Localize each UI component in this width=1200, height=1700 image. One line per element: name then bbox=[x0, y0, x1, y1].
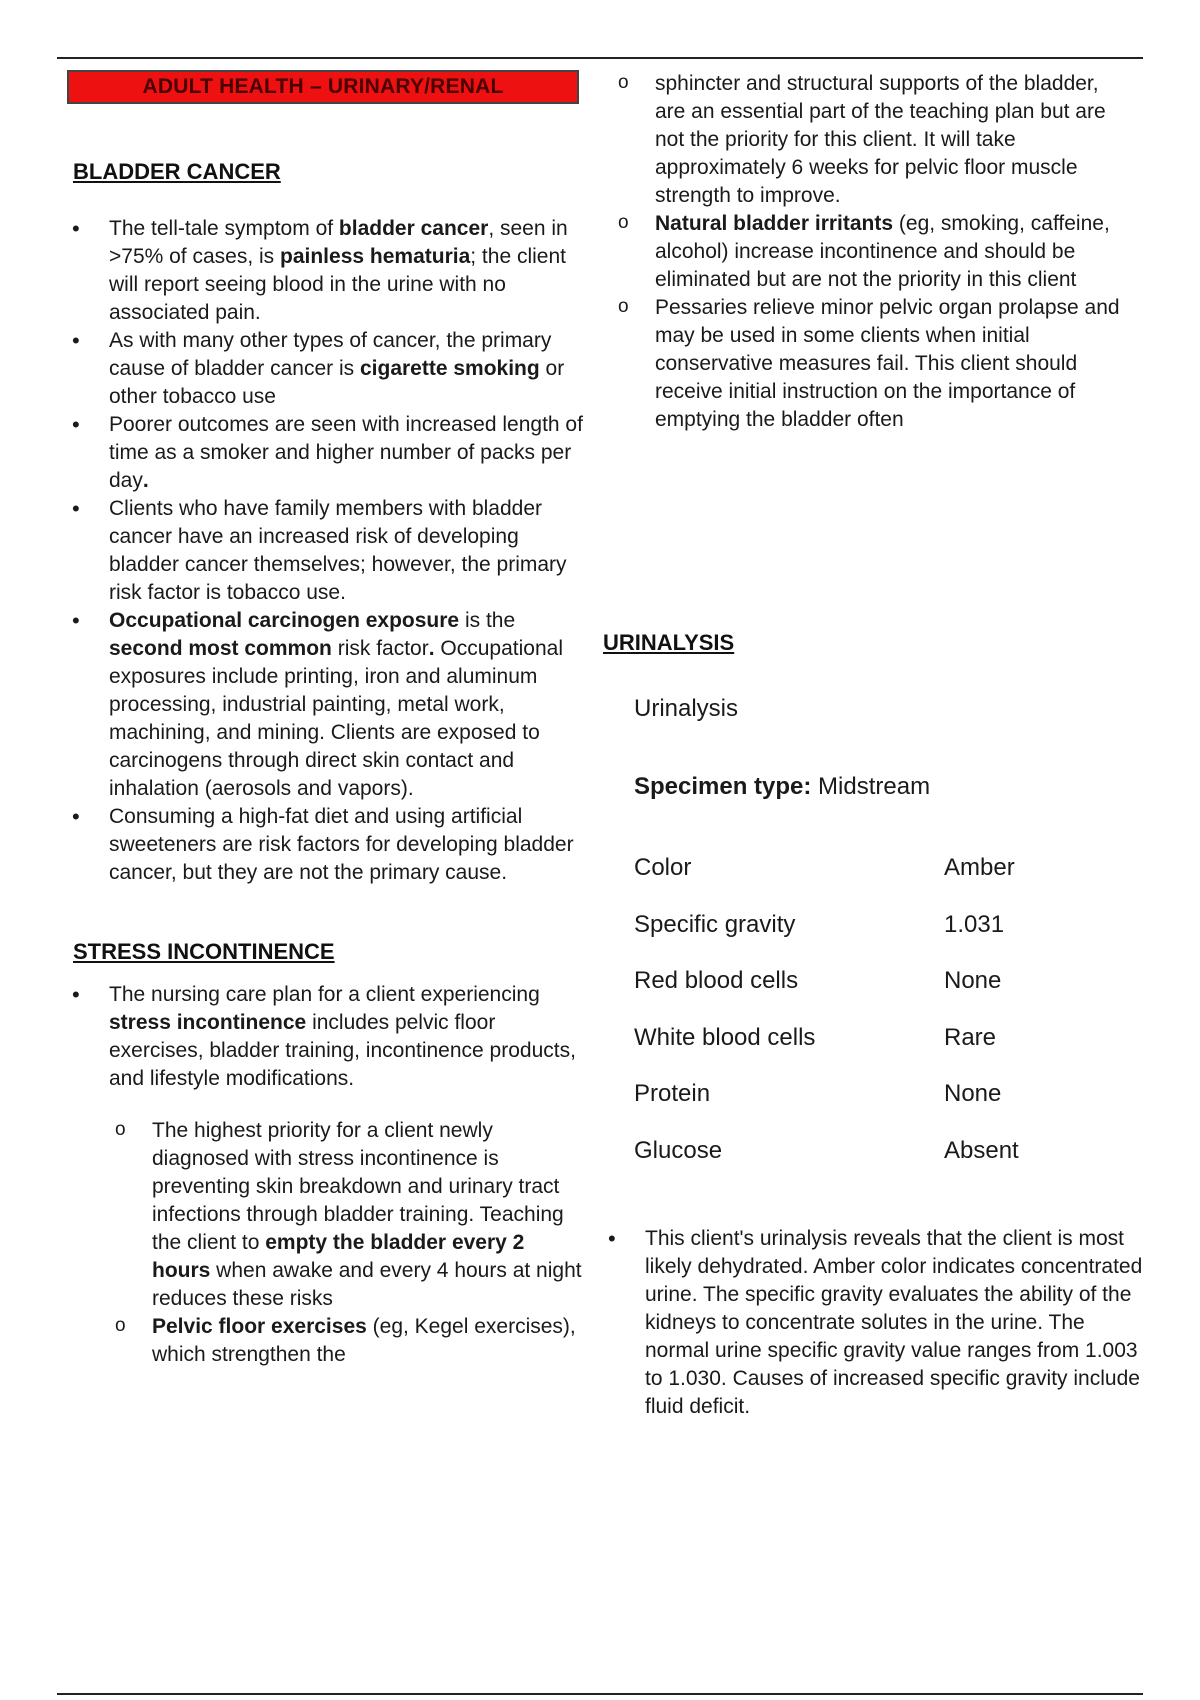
specimen-type: Specimen type: Midstream bbox=[634, 773, 931, 800]
table-row: Red blood cells None bbox=[634, 967, 1002, 995]
list-item: • Consuming a high-fat diet and using artificial sweeteners are risk factors for developing bladder cancer, but they are not the primary cause. bbox=[67, 803, 587, 887]
table-row: Glucose Absent bbox=[634, 1136, 1019, 1164]
page-banner: ADULT HEALTH – URINARY/RENAL bbox=[67, 70, 579, 104]
stress-sublist-right bbox=[612, 70, 1132, 434]
list-item-continued: o sphincter and structural supports of the bladder, are an essential part of the teaching plan but are not the priority for this client. It will take approximately 6 weeks for pelvic floor muscle strength to improve. bbox=[612, 70, 1132, 210]
left-column bbox=[67, 70, 587, 1369]
stress-sublist-left bbox=[109, 1117, 587, 1369]
list-item: • Poorer outcomes are seen with increased length of time as a smoker and higher number of packs per day. bbox=[67, 411, 587, 495]
table-row: Protein None bbox=[634, 1080, 1002, 1108]
urinalysis-title: Urinalysis bbox=[634, 695, 739, 722]
table-row: White blood cells Rare bbox=[634, 1023, 997, 1051]
list-item: o Pessaries relieve minor pelvic organ prolapse and may be used in some clients when initial conservative measures fail. This client should receive initial instruction on the importance of emptying the bladder often bbox=[612, 294, 1132, 434]
stress-incontinence-list bbox=[67, 981, 587, 1093]
list-item: • Clients who have family members with bladder cancer have an increased risk of developing bladder cancer themselves; however, the primary risk factor is tobacco use. bbox=[67, 495, 587, 607]
top-rule bbox=[57, 57, 1143, 59]
urinalysis-notes bbox=[603, 1225, 1143, 1421]
bottom-rule bbox=[57, 1693, 1143, 1695]
stress-incontinence-heading: STRESS INCONTINENCE bbox=[73, 939, 335, 964]
list-item: o Natural bladder irritants (eg, smoking, caffeine, alcohol) increase incontinence and should be eliminated but are not the priority in this client bbox=[612, 210, 1132, 294]
list-item: • As with many other types of cancer, the primary cause of bladder cancer is cigarette smoking or other tobacco use bbox=[67, 327, 587, 411]
table-row: Color Amber bbox=[634, 854, 1015, 882]
urinalysis-section bbox=[603, 630, 1143, 1421]
bladder-cancer-list bbox=[67, 215, 587, 887]
list-item: • This client's urinalysis reveals that the client is most likely dehydrated. Amber color indicates concentrated urine. The specific gravity evaluates the ability of the kidneys to concentrate solutes in the urine. The normal urine specific gravity value ranges from 1.003 to 1.030. Causes of increased specific gravity include fluid deficit. bbox=[603, 1225, 1143, 1421]
urinalysis-heading: URINALYSIS bbox=[603, 630, 735, 655]
list-item: • The tell-tale symptom of bladder cancer, seen in >75% of cases, is painless hematuria; the client will report seeing blood in the urine with no associated pain. bbox=[67, 215, 587, 327]
table-row: Specific gravity 1.031 bbox=[634, 910, 1005, 938]
right-column bbox=[603, 70, 1165, 1418]
bladder-cancer-heading: BLADDER CANCER bbox=[73, 159, 281, 184]
list-item: o Pelvic floor exercises (eg, Kegel exercises), which strengthen the bbox=[109, 1313, 587, 1369]
list-item: • The nursing care plan for a client experiencing stress incontinence includes pelvic floor exercises, bladder training, incontinence products, and lifestyle modifications. bbox=[67, 981, 587, 1093]
list-item: o The highest priority for a client newly diagnosed with stress incontinence is preventing skin breakdown and urinary tract infections through bladder training. Teaching the client to empty the bladder every 2 hours when awake and every 4 hours at night reduces these risks bbox=[109, 1117, 587, 1313]
list-item: • Occupational carcinogen exposure is the second most common risk factor. Occupational exposures include printing, iron and aluminum processing, industrial painting, metal work, machining, and mining. Clients are exposed to carcinogens through direct skin contact and inhalation (aerosols and vapors). bbox=[67, 607, 587, 803]
urinalysis-table bbox=[634, 840, 1019, 1179]
